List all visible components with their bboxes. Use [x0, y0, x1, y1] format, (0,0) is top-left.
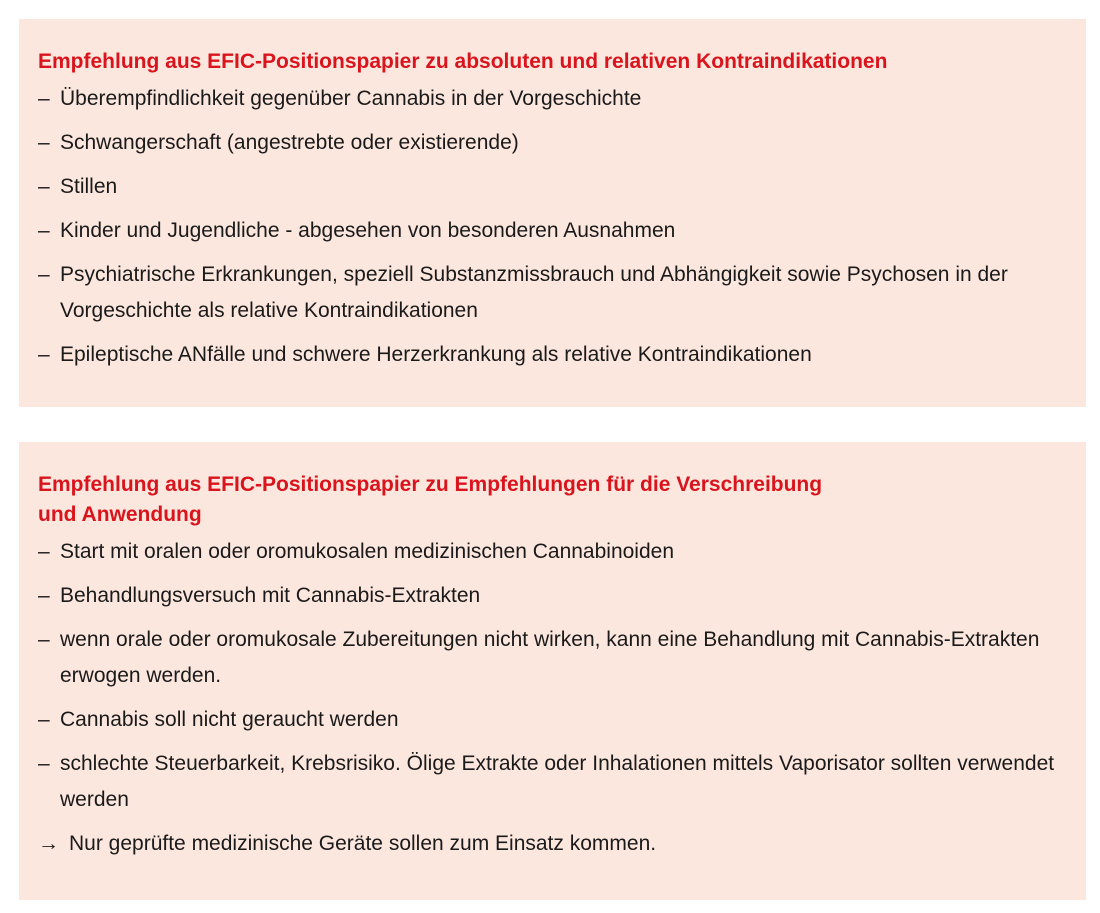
dash-marker: – — [38, 175, 50, 198]
list-item-text: schlechte Steuerbarkeit, Krebsrisiko. Ölige Extrakte oder Inhalationen mittels Vaporisator sollten verwendet werden — [60, 752, 1055, 811]
prescription-list — [38, 534, 1066, 862]
dash-marker: – — [38, 131, 50, 154]
list-item-text: Überempfindlichkeit gegenüber Cannabis in der Vorgeschichte — [60, 87, 642, 110]
contraindications-box — [19, 19, 1086, 407]
list-item-text: Stillen — [60, 175, 118, 198]
list-item-text: Kinder und Jugendliche - abgesehen von besonderen Ausnahmen — [60, 219, 676, 242]
list-item — [38, 702, 1066, 738]
list-item — [38, 257, 1066, 329]
list-item-text: Schwangerschaft (angestrebte oder existierende) — [60, 131, 519, 154]
list-item — [38, 125, 1066, 161]
contraindications-list — [38, 81, 1066, 373]
dash-marker: – — [38, 343, 50, 366]
dash-marker: – — [38, 752, 50, 775]
list-item — [38, 81, 1066, 117]
dash-marker: – — [38, 87, 50, 110]
list-item — [38, 534, 1066, 570]
dash-marker: – — [38, 219, 50, 242]
list-item-text: Epileptische ANfälle und schwere Herzerkrankung als relative Kontraindikationen — [60, 343, 812, 366]
list-item — [38, 622, 1066, 694]
list-item-text: Psychiatrische Erkrankungen, speziell Substanzmissbrauch und Abhängigkeit sowie Psychosen in der Vorgeschichte als relative Kontraindikationen — [60, 263, 1008, 322]
list-item — [38, 746, 1066, 818]
list-item-text: Behandlungsversuch mit Cannabis-Extrakten — [60, 584, 481, 607]
list-item-text: Cannabis soll nicht geraucht werden — [60, 708, 399, 731]
arrow-right-icon: → — [38, 832, 59, 855]
list-item — [38, 578, 1066, 614]
list-item-text: Start mit oralen oder oromukosalen medizinischen Cannabinoiden — [60, 540, 675, 563]
list-item — [38, 169, 1066, 205]
dash-marker: – — [38, 628, 50, 651]
prescription-box — [19, 442, 1086, 900]
list-item — [38, 826, 1066, 862]
list-item — [38, 213, 1066, 249]
list-item-text: wenn orale oder oromukosale Zubereitungen nicht wirken, kann eine Behandlung mit Cannabis-Extrakten erwogen werden. — [60, 628, 1040, 687]
list-item-text: Nur geprüfte medizinische Geräte sollen zum Einsatz kommen. — [69, 832, 657, 855]
dash-marker: – — [38, 708, 50, 731]
dash-marker: – — [38, 263, 50, 286]
list-item — [38, 337, 1066, 373]
dash-marker: – — [38, 540, 50, 563]
dash-marker: – — [38, 584, 50, 607]
contraindications-title: Empfehlung aus EFIC-Positionspapier zu absoluten und relativen Kontraindikationen — [38, 50, 888, 73]
prescription-title: Empfehlung aus EFIC-Positionspapier zu Empfehlungen für die Verschreibung und Anwendung — [38, 473, 823, 526]
